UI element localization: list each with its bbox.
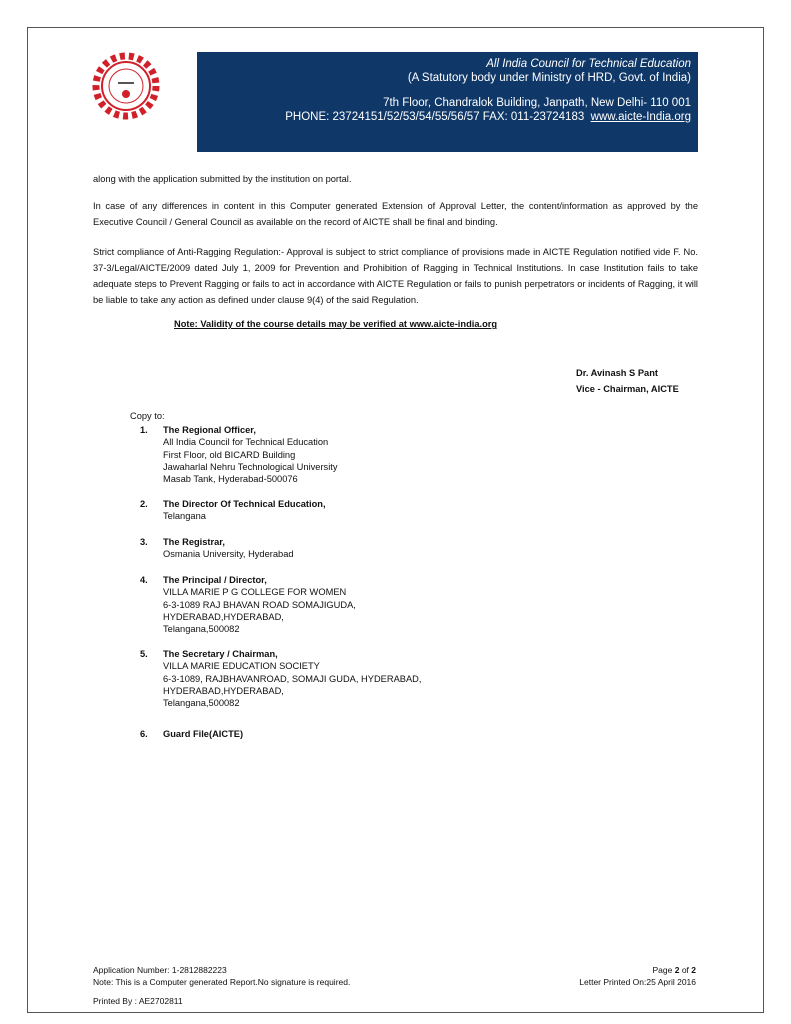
item-body <box>163 574 356 635</box>
item-title: The Director Of Technical Education, <box>163 499 326 509</box>
item-line: All India Council for Technical Education <box>163 437 329 448</box>
item-line: VILLA MARIE EDUCATION SOCIETY <box>163 661 320 672</box>
item-line: Telangana <box>163 511 206 522</box>
paragraph-differences: In case of any differences in content in this Computer generated Extension of Approval Letter, the content/information as approved by the Executive Council / General Council as available on the record of AICTE shall be final and binding. <box>93 201 698 227</box>
validity-note: Note: Validity of the course details may be verified at www.aicte-india.org <box>174 319 498 329</box>
letterhead-banner <box>197 52 698 152</box>
org-name: All India Council for Technical Education <box>486 58 691 70</box>
item-body <box>163 648 421 709</box>
org-address: 7th Floor, Chandralok Building, Janpath, New Delhi- 110 001 <box>383 97 691 109</box>
printed-on: Letter Printed On:25 April 2016 <box>579 977 696 987</box>
item-body <box>163 424 338 485</box>
item-title: The Regional Officer, <box>163 425 256 435</box>
item-body <box>163 536 294 561</box>
item-title: Guard File(AICTE) <box>163 729 244 739</box>
item-line: Telangana,500082 <box>163 698 240 709</box>
page-number <box>579 964 696 976</box>
item-line: Osmania University, Hyderabad <box>163 549 294 560</box>
signatory-title: Vice - Chairman, AICTE <box>576 384 679 394</box>
item-line: Masab Tank, Hyderabad-500076 <box>163 474 298 485</box>
item-line: 6-3-1089, RAJBHAVANROAD, SOMAJI GUDA, HYDERABAD, <box>163 673 422 684</box>
org-phone-fax: PHONE: 23724151/52/53/54/55/56/57 FAX: 011-23724183 <box>285 111 585 123</box>
aicte-logo-icon <box>90 48 162 126</box>
item-number: 4. <box>140 575 148 585</box>
item-title: The Secretary / Chairman, <box>163 649 278 659</box>
signatory-name: Dr. Avinash S Pant <box>576 368 658 378</box>
item-line: Jawaharlal Nehru Technological University <box>163 461 338 472</box>
item-title: The Principal / Director, <box>163 575 267 585</box>
item-number: 1. <box>140 425 148 435</box>
item-number: 5. <box>140 649 148 659</box>
copy-to-label: Copy to: <box>130 411 165 421</box>
page-total: 2 <box>691 965 696 975</box>
item-body <box>163 728 243 740</box>
org-subtitle: (A Statutory body under Ministry of HRD, Govt. of India) <box>407 72 691 84</box>
item-number: 2. <box>140 499 148 509</box>
paragraph-portal: along with the application submitted by the institution on portal. <box>93 174 352 184</box>
item-line: HYDERABAD,HYDERABAD, <box>163 611 284 622</box>
item-line: VILLA MARIE P G COLLEGE FOR WOMEN <box>163 587 347 598</box>
item-line: First Floor, old BICARD Building <box>163 449 296 460</box>
item-number: 3. <box>140 537 148 547</box>
paragraph-anti-ragging: Strict compliance of Anti-Ragging Regulation:- Approval is subject to strict compliance of provisions made in AICTE Regulation notified vide F. No. 37-3/Legal/AICTE/2009 dated July 1, 2009 for Prevention and Prohibition of Ragging in Technical Institutions. In case Institution fails to take adequate steps to Prevent Ragging or fails to act in accordance with AICTE Regulation or fails to punish perpetrators or incidents of Ragging, it will be liable to take any action as defined under clause 9(4) of the said Regulation. <box>93 247 698 305</box>
page-of: of <box>679 965 692 975</box>
website-link[interactable]: www.aicte-India.org <box>590 111 691 123</box>
item-line: Telangana,500082 <box>163 624 240 635</box>
page-prefix: Page <box>652 965 675 975</box>
item-body <box>163 498 326 523</box>
footer-left <box>93 964 350 1007</box>
computer-generated-note: Note: This is a Computer generated Report.No signature is required. <box>93 977 351 987</box>
application-number: Application Number: 1-2812882223 <box>93 965 227 975</box>
printed-by: Printed By : AE2702811 <box>93 996 183 1006</box>
footer-right <box>579 964 696 988</box>
item-line: 6-3-1089 RAJ BHAVAN ROAD SOMAJIGUDA, <box>163 599 356 610</box>
item-title: The Registrar, <box>163 537 226 547</box>
item-number: 6. <box>140 729 148 739</box>
page-current: 2 <box>674 965 680 975</box>
signature-block <box>576 365 679 397</box>
item-line: HYDERABAD,HYDERABAD, <box>163 685 284 696</box>
